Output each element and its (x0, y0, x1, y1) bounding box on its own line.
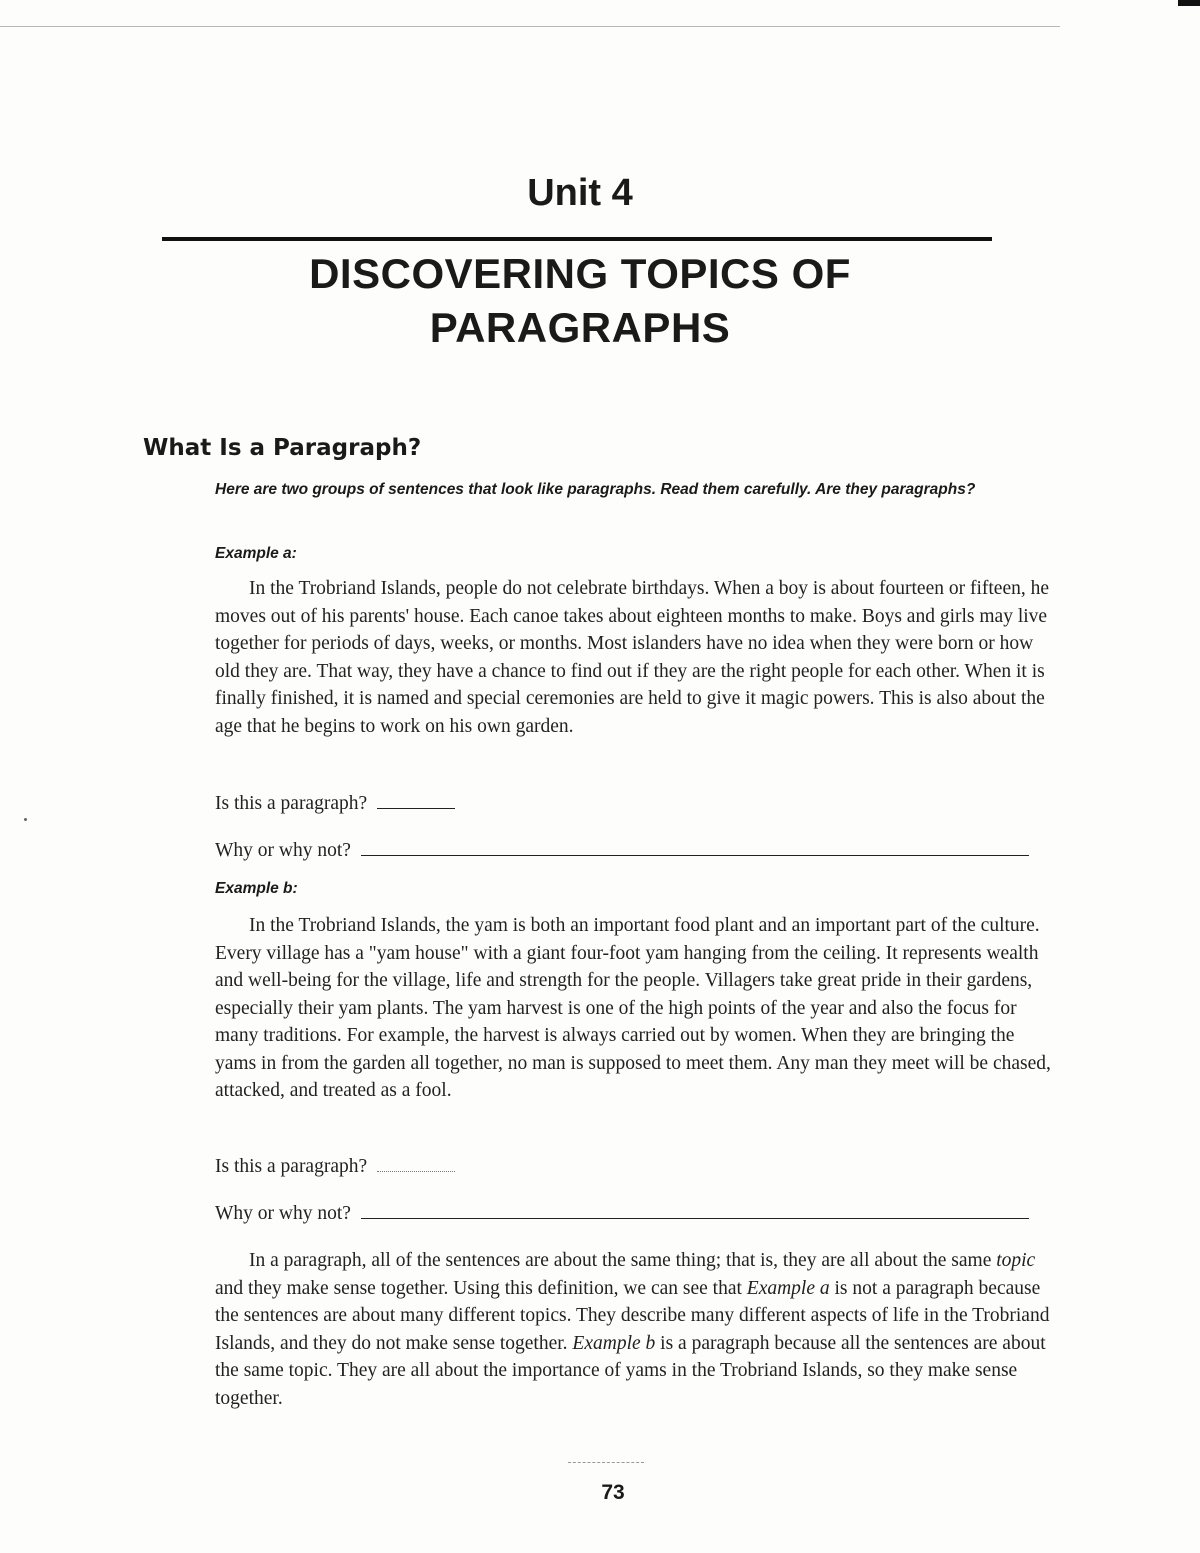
question-text: Is this a paragraph? (215, 793, 368, 814)
example-a-question-2 (215, 835, 1029, 864)
term-topic: topic (996, 1250, 1036, 1271)
explanation-text: is not a paragraph because the sentences are about many different topics. They describe many different aspects of life in the Trobriand Islands, and they do not make sense together. (215, 1277, 1050, 1354)
example-b-question-1 (215, 1151, 455, 1180)
footer-dash (568, 1462, 644, 1463)
example-a-question-1 (215, 788, 455, 817)
page-number: 73 (601, 1481, 625, 1504)
chapter-title-line2: PARAGRAPHS (429, 304, 731, 351)
answer-blank[interactable] (361, 1198, 1029, 1219)
example-b-question-2 (215, 1198, 1029, 1227)
unit-label: Unit 4 (527, 172, 633, 214)
scan-edge-line (0, 26, 1060, 27)
explanation-text: In a paragraph, all of the sentences are about the same thing; that is, they are all about the same (249, 1250, 997, 1271)
answer-blank[interactable] (377, 788, 455, 809)
chapter-title (0, 247, 1160, 355)
answer-blank[interactable] (361, 835, 1029, 856)
explanation-text: is a paragraph because all the sentences are about the same topic. They are all about the importance of yams in the Trobriand Islands, so they make sense together. (215, 1332, 1046, 1409)
instructions: Here are two groups of sentences that look like paragraphs. Read them carefully. Are they paragraphs? (215, 481, 976, 498)
section-heading: What Is a Paragraph? (143, 435, 422, 461)
example-b-label: Example b: (215, 880, 298, 897)
question-text: Why or why not? (215, 1203, 351, 1224)
example-a-label: Example a: (215, 545, 297, 562)
example-b-paragraph: In the Trobriand Islands, the yam is both an important food plant and an important part of the culture. Every village has a "yam house" with a giant four-foot yam hanging from the ceiling. It represents wealth and well-being for the village, life and strength for the people. Villagers take great pride in their gardens, especially their yam plants. The yam harvest is one of the high points of the year and also the focus for many traditions. For example, the harvest is always carried out by women. When they are bringing the yams in from the garden all together, no man is supposed to meet them. Any man they meet will be chased, attacked, and treated as a fool. (215, 915, 1051, 1101)
scan-speck (24, 818, 27, 821)
question-text: Why or why not? (215, 840, 351, 861)
chapter-title-line1: DISCOVERING TOPICS OF (309, 250, 851, 297)
scan-corner-mark (1178, 0, 1200, 6)
explanation-text: and they make sense together. Using this definition, we can see that (215, 1277, 747, 1299)
question-text: Is this a paragraph? (215, 1156, 368, 1177)
example-a-paragraph: In the Trobriand Islands, people do not celebrate birthdays. When a boy is about fourteen or fifteen, he moves out of his parents' house. Each canoe takes about eighteen months to make. Boys and girls may live together for periods of days, weeks, or months. Most islanders have no idea when they were born or how old they are. That way, they have a chance to find out if they are the right people for each other. When it is finally finished, it is named and special ceremonies are held to give it magic powers. This is also about the age that he begins to work on his own garden. (215, 578, 1050, 737)
title-rule (162, 237, 992, 241)
term-example-a: Example a (746, 1277, 830, 1299)
term-example-b: Example b (572, 1332, 656, 1354)
answer-blank[interactable] (377, 1151, 455, 1172)
explanation-paragraph (215, 1247, 1060, 1412)
